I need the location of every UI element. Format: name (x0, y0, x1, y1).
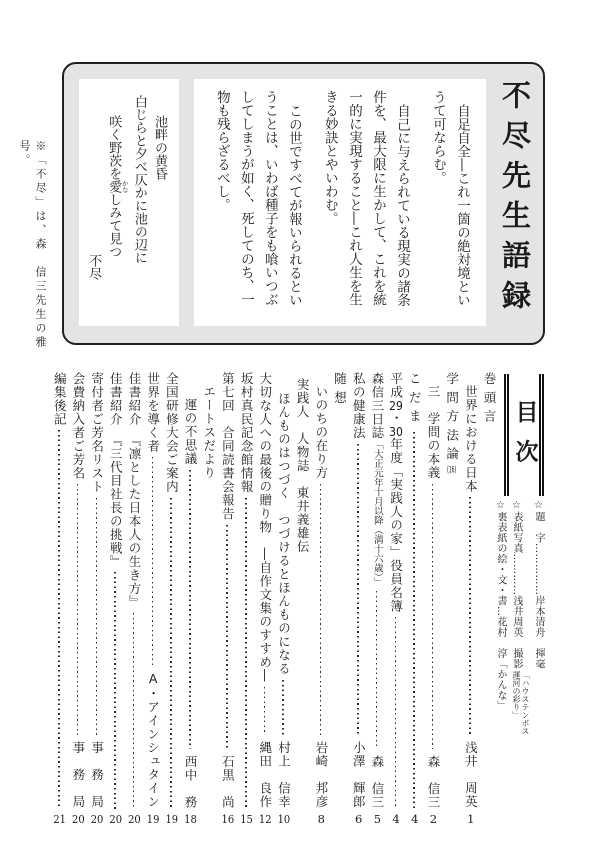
toc-entry-title: 世界における日本 (463, 385, 479, 493)
toc-entry (277, 372, 290, 824)
toc-entry (184, 372, 197, 824)
toc-entry (221, 372, 234, 824)
toc-entry-author: 小澤 輝郎 (351, 741, 367, 809)
toc-entry-author: 事 務 局 (89, 741, 105, 809)
toc-entry-title: 三 学問の本義 (425, 385, 441, 480)
poem-signature: 不尽 (86, 254, 102, 280)
toc-entry (109, 372, 122, 824)
toc-entry-page: 10 (277, 812, 291, 824)
toc-entry-title: 編集後記 (52, 372, 68, 426)
credit-line-text: ☆表紙写真…………浅井周英 撮影 (511, 500, 522, 669)
ruby-text: かな (120, 180, 129, 193)
toc-entry-title: 随想 (332, 372, 348, 410)
quote-paragraph: この世ですべてが報いられるということは、いわば種子をも喰いつぶしてしまうが如く、死してのち、一物も残らざるべし。 (213, 90, 302, 306)
toc-entry-title: 運の不思議 (183, 398, 198, 466)
toc-entry-page: 20 (128, 812, 141, 824)
ruby-base: 愛 (106, 180, 122, 193)
toc-entry-page: 19 (146, 812, 160, 824)
poem-line (103, 89, 129, 316)
dotted-leader (114, 572, 116, 808)
dotted-leader (226, 525, 228, 749)
title-text: 森信三日誌 (369, 372, 385, 440)
toc-entry-page: 20 (90, 812, 104, 824)
credit-line: ☆題 字……………岸本清舟 揮毫 (533, 500, 544, 669)
toc-entry-page: 4 (392, 812, 400, 824)
toc-entry-title: いのちの在り方 (313, 385, 329, 480)
poem-panel (79, 79, 179, 326)
toc-entry-author: 浅井 周英 (463, 741, 479, 809)
toc-section-header (333, 372, 346, 824)
quote-panel (194, 79, 486, 326)
dotted-leader (152, 457, 154, 665)
title-number: 29 (389, 399, 403, 412)
toc-entry-author: 事 務 局 (70, 741, 86, 809)
toc-entry (258, 372, 271, 824)
toc-entry-page: 20 (72, 812, 85, 824)
toc-title-box (504, 374, 544, 496)
toc-entry (71, 372, 84, 824)
goroku-box-title: 不尽先生語録 (498, 80, 532, 321)
toc-entry (146, 372, 159, 824)
caption-right: 「ハウステンボス (521, 671, 530, 735)
ruby-annotation (106, 180, 129, 193)
toc-section-header (202, 372, 215, 824)
dotted-leader (320, 484, 322, 736)
quote-paragraph: 自足自全―これ一箇の絶対境というて可ならむ。 (429, 90, 470, 306)
toc-entry (389, 372, 402, 824)
toc-entry-title: 私の健康法 (351, 372, 367, 440)
toc-entry-title: 全国研修大会ご案内 (164, 372, 180, 494)
credit-line: ☆裏表紙の絵・文・書…花村 淳「かんな」 (495, 500, 506, 711)
toc-entry (165, 372, 178, 824)
title-subnote: 「大正元年十月以降（満十六歳）」 (371, 439, 383, 587)
toc-entry-page: 5 (373, 812, 382, 824)
toc-entry-page: 20 (109, 812, 123, 824)
toc-section-header (296, 372, 309, 824)
toc-entry-title: 世界を導く者 (145, 372, 161, 453)
dotted-leader (264, 687, 266, 736)
toc-entry (240, 372, 253, 824)
toc-title: 目次 (511, 399, 538, 479)
poem-title: 池畔の黄昏 (152, 115, 167, 180)
poem-line-text: 咲く野茨を (106, 115, 122, 180)
toc-entry-page: 4 (411, 812, 419, 824)
goroku-box (62, 62, 545, 345)
dotted-leader (245, 498, 247, 809)
poem-line-text: しみて見つ (106, 193, 122, 258)
credits (494, 500, 546, 830)
toc-entry-author: 石黒 尚 (220, 754, 236, 809)
toc-entry-page: 15 (240, 812, 253, 824)
toc-entry-page: 6 (355, 812, 363, 824)
toc-entry (53, 372, 66, 824)
title-text: ・ (388, 411, 404, 425)
margin-note: ※「不尽」は、森 信三先生の雅号。 (18, 140, 47, 350)
toc-entry-title: 会費納入者ご芳名 (70, 372, 86, 480)
dotted-leader (170, 498, 172, 809)
toc-entry-title: 巻頭言 (482, 372, 497, 429)
toc-entry-title: こだま (407, 372, 423, 429)
credit-line (508, 500, 530, 830)
toc-entry-author: 森 信三 (425, 754, 441, 809)
photo-caption-note (512, 671, 530, 735)
title-number: 30 (389, 425, 403, 438)
title-text: 年度「実践人の家」役員名簿 (388, 437, 404, 613)
toc-entry-page: 1 (467, 812, 475, 824)
toc-entry-title: 佳書紹介 『三代目社長の挑戦』 (108, 372, 124, 569)
toc-entry-page: 12 (258, 812, 272, 824)
caption-left: 運河の彩り」 (512, 671, 521, 719)
toc-entry (90, 372, 103, 824)
toc-entry-title: ほんものはつづく つづけるとほんものになる (276, 392, 292, 676)
dotted-leader (77, 484, 79, 735)
toc-entry-page: 21 (53, 812, 67, 824)
toc-entry-author: 西中 務 (183, 754, 198, 809)
dotted-leader (96, 498, 98, 736)
dotted-leader (282, 680, 284, 736)
toc-entry-page: 16 (221, 812, 235, 824)
toc-entry-page: 8 (317, 812, 325, 824)
toc-entry-title: 佳書紹介 『凛とした日本人の生き方』 (126, 372, 142, 609)
toc-entry-title: 寄付者ご芳名リスト (89, 372, 105, 494)
toc-entry-title (445, 372, 458, 474)
toc-entry (352, 372, 365, 824)
toc-section-header (445, 372, 458, 824)
dotted-leader (58, 430, 60, 809)
dotted-leader (413, 432, 415, 808)
toc-entry-title (389, 372, 402, 613)
toc-entry (127, 372, 140, 824)
toc-entry-page: 2 (429, 812, 438, 824)
toc-entry-author: 岩崎 邦彦 (313, 741, 329, 809)
table-of-contents (33, 372, 495, 824)
toc-entry (314, 372, 327, 824)
toc-entry (408, 372, 421, 824)
dotted-leader (357, 444, 359, 736)
toc-entry-title: 第七回 合同読書会報告 (220, 372, 236, 521)
dotted-leader (469, 497, 471, 735)
toc-entry-title (370, 372, 383, 587)
toc-entry-author: A・アインシュタイン (145, 671, 161, 809)
toc-entry-page: 19 (165, 812, 179, 824)
toc-entry (464, 372, 477, 824)
toc-entry-title: 実践人 人物誌 東井義雄伝 (295, 378, 311, 554)
toc-entry-author: 縄田 良作 (257, 741, 273, 809)
toc-entry-author: 森 信三 (369, 754, 385, 809)
dotted-leader (376, 591, 378, 749)
poem-line: 白じらと夕べ仄かに池の辺に (131, 95, 147, 264)
toc-entry-title: エートスだより (201, 385, 217, 480)
title-text: 学問方法論 (444, 372, 460, 466)
title-text: 平成 (388, 372, 404, 399)
toc-entry (426, 372, 439, 824)
dotted-leader (395, 617, 397, 809)
toc-entry-author: 村上 信幸 (276, 741, 292, 809)
quote-paragraph: 自己に与えられている現実の諸条件を、最大限に生かして、これを統一的に実現すること―これ人生を生きる妙訣とやいわむ。 (321, 90, 410, 306)
toc-section-header (483, 372, 496, 824)
dotted-leader (133, 613, 135, 809)
title-number: (16) (446, 465, 457, 475)
toc-entry-page: 18 (184, 812, 197, 824)
dotted-leader (432, 484, 434, 749)
toc-entry-title: 大切な人への最後の贈り物 ―自作文集のすすめ― (257, 372, 273, 683)
toc-entry-title: 坂村真民記念館情報 (239, 372, 255, 494)
dotted-leader (189, 470, 191, 749)
toc-entry (370, 372, 383, 824)
